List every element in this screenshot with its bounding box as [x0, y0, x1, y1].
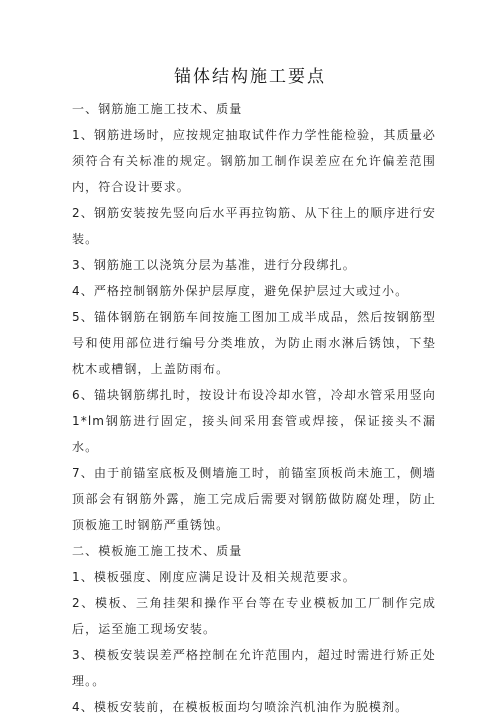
paragraph-rebar-3: 3、钢筋施工以浇筑分层为基准，进行分段绑扎。	[72, 258, 356, 272]
paragraph-rebar-1: 1、钢筋进场时，应按规定抽取试件作力学性能检验，其质量必须符合有关标准的规定。钢筋加工制作误差应在允许偏差范围内，符合设计要求。	[72, 128, 436, 194]
section-heading-formwork: 二、模板施工施工技术、质量	[72, 544, 243, 558]
paragraph-rebar-6: 6、锚块钢筋绑扎时，按设计布设冷却水管，冷却水管采用竖向1*lm钢筋进行固定，接头间采用套管或焊接，保证接头不漏水。	[72, 388, 436, 454]
paragraph-formwork-2: 2、模板、三角挂架和操作平台等在专业模板加工厂制作完成后，运至施工现场安装。	[72, 596, 436, 636]
paragraph-formwork-3: 3、模板安装误差严格控制在允许范围内，超过时需进行矫正处理。。	[72, 648, 436, 688]
document-title: 锚体结构施工要点	[174, 67, 326, 87]
paragraph-rebar-2: 2、钢筋安装按先竖向后水平再拉钩筋、从下往上的顺序进行安装。	[72, 206, 436, 246]
section-heading-rebar: 一、钢筋施工施工技术、质量	[72, 102, 243, 116]
paragraph-rebar-5: 5、锚体钢筋在钢筋车间按施工图加工成半成品，然后按钢筋型号和使用部位进行编号分类堆放，为防止雨水淋后锈蚀，下垫枕木或槽钢，上盖防雨布。	[72, 310, 436, 376]
document-body	[72, 96, 436, 720]
paragraph-formwork-4: 4、模板安装前，在模板板面均匀喷涂汽机油作为脱模剂。	[72, 700, 409, 714]
paragraph-rebar-4: 4、严格控制钢筋外保护层厚度，避免保护层过大或过小。	[72, 284, 409, 298]
paragraph-formwork-1: 1、模板强度、刚度应满足设计及相关规范要求。	[72, 570, 356, 584]
paragraph-rebar-7: 7、由于前锚室底板及侧墙施工时，前锚室顶板尚未施工，侧墙顶部会有钢筋外露，施工完成后需要对钢筋做防腐处理，防止顶板施工时钢筋严重锈蚀。	[72, 466, 436, 532]
